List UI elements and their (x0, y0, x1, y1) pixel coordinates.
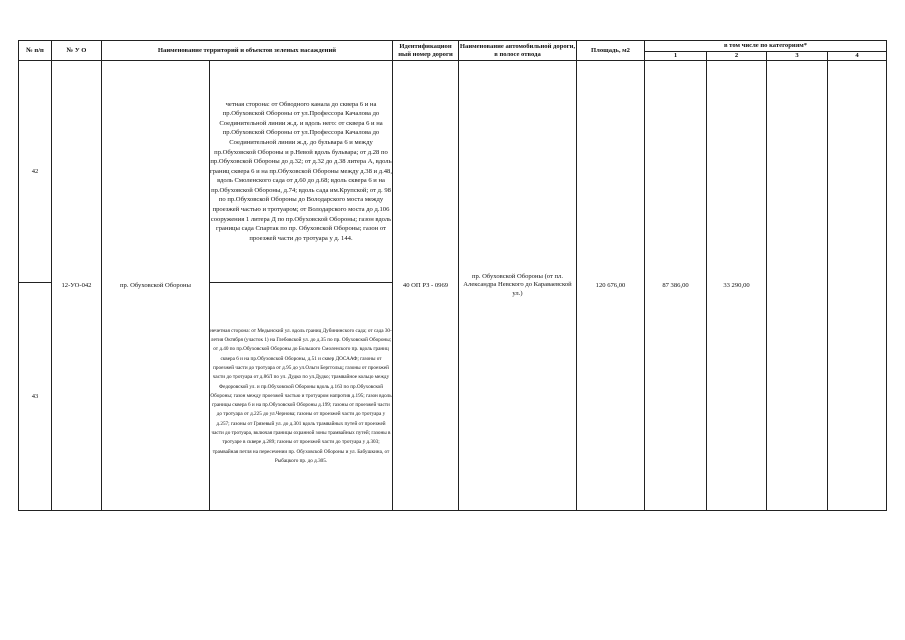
header-area: Площадь, м2 (577, 41, 645, 61)
header-cat-4: 4 (828, 52, 887, 61)
header-name: Наименование территорий и объектов зеленых насаждений (102, 41, 393, 61)
header-road: Наименование автомобильной дороги, в полосе отвода (459, 41, 577, 61)
territory-description: четная сторона: от Обводного канала до сквера 6 и на пр.Обуховской Обороны от ул.Профессора Качалова до Соединительной линии ж.д. и вдоль него: от сквера 6 и на пр.Обуховской Обороны от ул.Профессора Качалова до Соединительной линии ж.д. до бульвара 6 и между пр.Обуховской Обороны и р.Невой вдоль бульвара; от д.28 по пр.Обуховской Обороны до д.32; от д.32 до д.38 литера А, вдоль границ сквера 6 и на пр.Обуховской Обороны между д.38 и д.48, вдоль Смоленского сада от д.60 до д.68; вдоль сквера 6 и на пр.Обуховской Обороны, д.74; вдоль сада им.Крупской; от д. 98 по пр.Обуховской Обороны до Володарского моста между проезжей частью и тротуаром; от Володарского моста до д.106 сооружения 1 литера Д по пр.Обуховской Обороны; газон вдоль границы сада Спартак по пр. Обуховской Обороны; газон от проезжей части до тротуара у д. 144. (210, 61, 393, 283)
road-identifier: 40 ОП РЗ - 0969 (393, 61, 459, 511)
row-number: 42 (19, 61, 52, 283)
category-1-area: 87 386,00 (645, 61, 707, 511)
header-num: № п/п (19, 41, 52, 61)
header-uo: № У О (52, 41, 102, 61)
category-3-area (767, 61, 828, 511)
header-cat-1: 1 (645, 52, 707, 61)
table-row (19, 61, 887, 283)
category-2-area: 33 290,00 (707, 61, 767, 511)
header-ident: Идентификацион ный номер дороги (393, 41, 459, 61)
uo-number: 12-УО-042 (52, 61, 102, 511)
total-area: 120 676,00 (577, 61, 645, 511)
header-categories: в том числе по категориям* (645, 41, 887, 52)
object-name: пр. Обуховской Обороны (102, 61, 210, 511)
row-number: 43 (19, 283, 52, 511)
header-cat-3: 3 (767, 52, 828, 61)
header-cat-2: 2 (707, 52, 767, 61)
road-name: пр. Обуховской Обороны (от пл. Александра Невского до Караваевской ул.) (459, 61, 577, 511)
category-4-area (828, 61, 887, 511)
green-areas-table (18, 40, 887, 511)
territory-description: нечетная сторона: от Медынский ул. вдоль границ Дубининского сада; от сада 30-летия Октября (участок 1) на Глебовской ул. до д.35 по пр. Обуховской Обороны; от д.40 по пр.Обуховской Обороны до Большого Смоленского пр. вдоль границ сквера 6 и на пр.Обуховской Обороны, д.51 и сквер ДОСААФ; газоны от проезжей части до тротуара от д.95 до ул.Ольги Берггольц; газоны от проезжей части до тротуара от д.86Л по ул. Дудко по ул.Дудко; трамвайное кольцо между Федоровской ул. и пр.Обуховской Обороны вдоль д.163 по пр.Обуховской Обороны; газон между проезжей частью и тротуаром напротив д.195; газон вдоль границы сквера 6 и на пр.Обуховской Обороны д.199; газоны от проезжей части до тротуара от д.225 до ул.Чернова; газоны от проезжей части до тротуара у д.257; газоны от Грязевый ул. до д.301 вдоль трамвайных путей от проезжей части до тротуара, включая границы охранной зоны трамвайных путей; газоны в тротуаре в сквере д.289; газоны от проезжей части до тротуара у д.303; трамвайная петля на пересечении пр. Обуховской Обороны и ул. Бабушкина, от Рыбацкого пр. до д.305. (210, 283, 393, 511)
